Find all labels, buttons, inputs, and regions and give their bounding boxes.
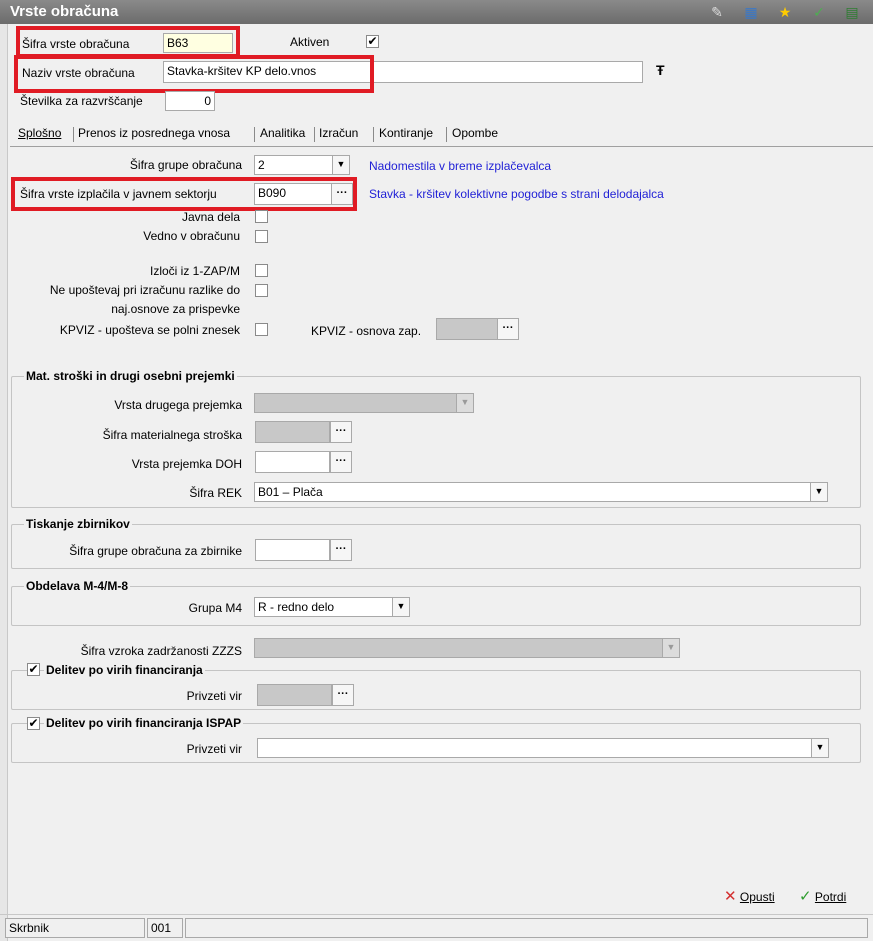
rek-label: Šifra REK	[189, 486, 242, 500]
tiskanje-grupa-label: Šifra grupe obračuna za zbirnike	[69, 544, 242, 558]
ne-upostevaj-checkbox[interactable]	[255, 284, 268, 297]
tab-prenos[interactable]: Prenos iz posrednega vnosa	[78, 126, 231, 140]
chevron-down-icon[interactable]: ▼	[811, 738, 829, 758]
lookup-button[interactable]: ···	[331, 183, 353, 205]
potrdi-button[interactable]	[799, 887, 846, 907]
kpviz-osnova-input	[436, 318, 498, 340]
lookup-button[interactable]: ···	[330, 421, 352, 443]
m4-label: Grupa M4	[188, 601, 242, 615]
group-title: Delitev po virih financiranja ISPAP	[46, 716, 242, 730]
sifra-input[interactable]: B63	[163, 33, 233, 53]
ne-upostevaj-label-1: Ne upoštevaj pri izračunu razlike do	[49, 283, 240, 297]
text-format-icon[interactable]: Ŧ	[656, 62, 665, 78]
material-label: Šifra materialnega stroška	[102, 428, 242, 442]
izplacila-input[interactable]: B090	[254, 183, 332, 205]
vrsta-label: Vrsta drugega prejemka	[114, 398, 242, 412]
tab-analitika[interactable]: Analitika	[260, 126, 306, 140]
group-title: Obdelava M-4/M-8	[26, 579, 129, 593]
kpviz-label: KPVIZ - upošteva se polni znesek	[59, 323, 240, 337]
status-code: 001	[147, 918, 183, 938]
delitev-ispap-checkbox[interactable]: ✔	[28, 716, 39, 730]
opusti-button[interactable]	[724, 887, 775, 907]
left-strip	[0, 24, 8, 941]
close-icon: ✕	[724, 888, 737, 905]
material-input	[255, 421, 330, 443]
status-empty	[185, 918, 868, 938]
chevron-down-icon[interactable]: ▼	[810, 482, 828, 502]
aktiven-label: Aktiven	[290, 35, 330, 49]
opusti-label: Opusti	[739, 890, 775, 904]
zzzs-select	[254, 638, 664, 658]
stevilka-label: Številka za razvrščanje	[20, 94, 143, 108]
kpviz-checkbox[interactable]	[255, 323, 268, 336]
star-icon[interactable]: ★	[778, 4, 792, 20]
aktiven-checkbox[interactable]: ✔	[367, 34, 378, 48]
lookup-button[interactable]: ···	[332, 684, 354, 706]
vir-label: Privzeti vir	[186, 689, 242, 703]
books-icon[interactable]: ▤	[845, 4, 859, 20]
potrdi-label: Potrdi	[814, 890, 847, 904]
javna-dela-checkbox[interactable]	[255, 210, 268, 223]
tab-splosno[interactable]: Splošno	[18, 126, 62, 140]
sifra-label: Šifra vrste obračuna	[22, 37, 130, 51]
window-title: Vrste obračuna	[10, 3, 119, 20]
checkmark-icon: ✓	[799, 888, 812, 905]
vrsta-select	[254, 393, 458, 413]
document-check-icon[interactable]: ✓	[813, 4, 825, 20]
lookup-button[interactable]: ···	[330, 539, 352, 561]
tiskanje-grupa-input[interactable]	[255, 539, 330, 561]
doh-input[interactable]	[255, 451, 330, 473]
highlight-sifra	[16, 26, 240, 58]
delitev-checkbox[interactable]: ✔	[28, 662, 39, 676]
chevron-down-icon: ▼	[662, 638, 680, 658]
group-title: Tiskanje zbirnikov	[26, 517, 130, 531]
vedno-checkbox[interactable]	[255, 230, 268, 243]
lookup-button[interactable]: ···	[330, 451, 352, 473]
naziv-label: Naziv vrste obračuna	[22, 66, 135, 80]
highlight-naziv	[14, 55, 374, 93]
lookup-button[interactable]: ···	[497, 318, 519, 340]
kpviz-osnova-label: KPVIZ - osnova zap.	[311, 324, 422, 338]
doh-label: Vrsta prejemka DOH	[131, 457, 242, 471]
izloci-checkbox[interactable]	[255, 264, 268, 277]
m4-select[interactable]: R - redno delo	[254, 597, 394, 617]
tab-opombe[interactable]: Opombe	[452, 126, 499, 140]
izplacila-label: Šifra vrste izplačila v javnem sektorju	[20, 187, 217, 201]
table-icon[interactable]: ▦	[744, 4, 758, 20]
group-title: Mat. stroški in drugi osebni prejemki	[26, 369, 235, 383]
stevilka-input[interactable]: 0	[165, 91, 215, 111]
edit-icon[interactable]: ✎	[711, 4, 723, 20]
vir-input	[257, 684, 332, 706]
tab-izracun[interactable]: Izračun	[319, 126, 359, 140]
izplacila-description: Stavka - kršitev kolektivne pogodbe s strani delodajalca	[369, 187, 664, 201]
chevron-down-icon[interactable]: ▼	[392, 597, 410, 617]
highlight-izplacila	[11, 177, 357, 211]
group-title: Delitev po virih financiranja	[46, 663, 203, 677]
rek-select[interactable]: B01 – Plača	[254, 482, 812, 502]
grupa-label: Šifra grupe obračuna	[129, 158, 242, 172]
zzzs-label: Šifra vzroka zadržanosti ZZZS	[80, 644, 242, 658]
tab-kontiranje[interactable]: Kontiranje	[379, 126, 434, 140]
chevron-down-icon[interactable]: ▼	[332, 155, 350, 175]
vir-ispap-select[interactable]	[257, 738, 813, 758]
vir-ispap-label: Privzeti vir	[186, 742, 242, 756]
status-skrbnik: Skrbnik	[5, 918, 145, 938]
vedno-label: Vedno v obračunu	[143, 229, 240, 243]
izloci-label: Izloči iz 1-ZAP/M	[149, 264, 240, 278]
title-bar	[0, 0, 873, 24]
grupa-description: Nadomestila v breme izplačevalca	[369, 159, 552, 173]
grupa-select[interactable]: 2	[254, 155, 334, 175]
naziv-input[interactable]: Stavka-kršitev KP delo.vnos	[163, 61, 643, 83]
javna-dela-label: Javna dela	[181, 210, 240, 224]
chevron-down-icon: ▼	[456, 393, 474, 413]
ne-upostevaj-label-2: naj.osnove za prispevke	[111, 302, 240, 316]
